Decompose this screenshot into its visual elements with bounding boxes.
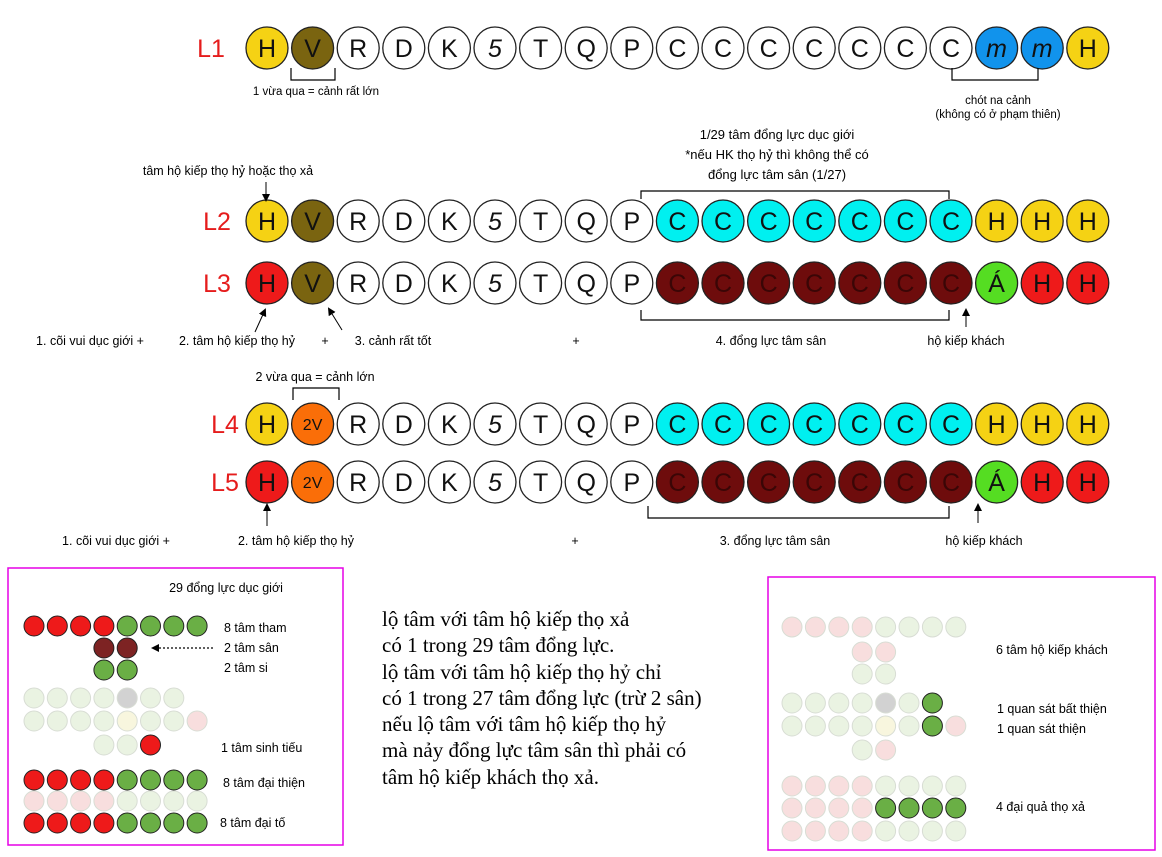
left-label-tham: 8 tâm tham (224, 621, 287, 635)
faint-circle (922, 617, 942, 637)
l1-vua-qua-bracket (291, 68, 335, 80)
l1-annotations (253, 68, 1061, 121)
process-circle-letter: T (532, 469, 549, 497)
process-circle-letter: C (759, 270, 778, 298)
faint-circle (829, 716, 849, 736)
l3-annotations (36, 309, 1005, 348)
faint-circle (876, 776, 896, 796)
l4-vua-qua-label: 2 vừa qua = cảnh lớn (255, 370, 375, 384)
dai-qua-circle (899, 798, 919, 818)
process-circle-letter: R (349, 270, 368, 298)
process-circle-letter: Q (576, 270, 596, 298)
process-circle-letter: V (304, 208, 321, 236)
quan-sat-thien-circle (922, 716, 942, 736)
faint-circle (852, 664, 872, 684)
dai-thien-circle (71, 770, 91, 790)
prose-line: lộ tâm với tâm hộ kiếp thọ hỷ chỉ (382, 659, 662, 684)
process-circle-letter: K (441, 411, 458, 439)
process-circle-letter: C (759, 411, 778, 439)
prose-line: mà nảy đổng lực tâm sân thì phải có (382, 738, 687, 763)
process-circle-letter: C (805, 270, 824, 298)
faint-circle (805, 617, 825, 637)
l5-ho-kiep-khach-label: hộ kiếp khách (945, 534, 1023, 548)
row-l5 (211, 461, 1109, 503)
faint-circle (946, 617, 966, 637)
faint-circle (852, 693, 872, 713)
right-label-quan-sat-bat-thien: 1 quan sát bất thiện (997, 702, 1107, 716)
explanation-text (382, 606, 762, 790)
faint-circle (141, 791, 161, 811)
process-circle-letter: K (441, 469, 458, 497)
process-circle-letter: C (941, 411, 961, 439)
process-circle-letter: C (896, 469, 915, 497)
process-circle-letter: C (850, 469, 869, 497)
process-circle-letter: Q (576, 35, 596, 63)
faint-circle (71, 688, 91, 708)
process-circle-letter: C (805, 208, 824, 236)
process-circle-letter: H (257, 469, 277, 497)
process-circle-letter: C (850, 411, 869, 439)
process-circle-letter: P (623, 35, 641, 63)
tham-circle (187, 616, 207, 636)
l3-plus-2: + (572, 334, 580, 348)
faint-circle (141, 711, 161, 731)
process-circle-letter: Q (576, 411, 596, 439)
faint-circle (805, 693, 825, 713)
l3-canh-rat-tot-label: 3. cảnh rất tốt (354, 334, 432, 348)
right-box-circles (782, 617, 966, 841)
faint-circle (876, 617, 896, 637)
process-circle-letter: K (441, 208, 458, 236)
process-circle-letter: C (713, 469, 733, 497)
process-circle-letter: C (668, 208, 687, 236)
l3-dong-luc-label: 4. đổng lực tâm sân (715, 334, 827, 348)
faint-circle (852, 716, 872, 736)
process-circle-letter: C (941, 469, 961, 497)
row-label: L5 (211, 469, 239, 497)
faint-circle (829, 693, 849, 713)
process-circle-letter: Á (988, 469, 1005, 497)
faint-circle (164, 791, 184, 811)
dai-to-circle (24, 813, 44, 833)
process-circle-letter: C (896, 208, 915, 236)
faint-circle (805, 776, 825, 796)
left-legend-box (8, 568, 343, 845)
si-circle (117, 660, 137, 680)
faint-circle (47, 688, 67, 708)
process-circle-letter: 5 (488, 35, 502, 63)
faint-circle (94, 735, 114, 755)
l5-plus: + (571, 534, 579, 548)
prose-line: lộ tâm với tâm hộ kiếp thọ xả (382, 607, 630, 631)
faint-circle (47, 711, 67, 731)
process-circle-letter: m (1031, 35, 1053, 63)
l3-canh-arrow (329, 309, 342, 330)
faint-circle (782, 776, 802, 796)
dai-to-circle (141, 813, 161, 833)
faint-circle (876, 821, 896, 841)
l5-coi-vui-label: 1. cõi vui dục giới + (62, 534, 170, 548)
process-circle-letter: H (257, 411, 277, 439)
faint-circle (782, 693, 802, 713)
tham-circle (24, 616, 44, 636)
faint-circle (876, 740, 896, 760)
faint-circle (852, 642, 872, 662)
tham-circle (141, 616, 161, 636)
row-label: L1 (197, 35, 225, 63)
faint-circle (852, 776, 872, 796)
faint-circle (117, 711, 137, 731)
process-circle-letter: R (349, 35, 368, 63)
process-circle-letter: H (1078, 35, 1097, 63)
process-circle-letter: D (394, 270, 413, 298)
right-label-dai-qua: 4 đại quả thọ xả (996, 800, 1085, 814)
l2-note-line-3: đổng lực tâm sân (1/27) (707, 167, 847, 182)
process-circle-letter: D (394, 411, 413, 439)
san-circle (94, 638, 114, 658)
row-label: L4 (211, 411, 239, 439)
l1-chot-na-canh-bracket (952, 68, 1038, 80)
process-circle-letter: R (349, 469, 368, 497)
faint-circle (829, 821, 849, 841)
dai-to-circle (164, 813, 184, 833)
process-circle-letter: 5 (488, 270, 502, 298)
l2-note-line-2: *nếu HK thọ hỷ thì không thể có (685, 147, 869, 162)
process-circle-letter: C (713, 270, 733, 298)
right-label-ho-kiep-khach: 6 tâm hộ kiếp khách (996, 643, 1108, 657)
faint-circle (24, 688, 44, 708)
process-circle-letter: C (713, 35, 733, 63)
faint-circle (829, 798, 849, 818)
process-circle-letter: H (1033, 270, 1052, 298)
process-circle-letter: C (759, 35, 778, 63)
faint-circle (782, 821, 802, 841)
l3-plus-1: + (321, 334, 329, 348)
faint-circle (922, 776, 942, 796)
dai-thien-circle (94, 770, 114, 790)
row-label: L2 (203, 208, 231, 236)
faint-circle (852, 740, 872, 760)
faint-circle (141, 688, 161, 708)
tham-circle (71, 616, 91, 636)
faint-circle (117, 791, 137, 811)
l2-dong-luc-bracket (641, 191, 949, 199)
process-circle-letter: C (668, 411, 687, 439)
faint-circle (24, 711, 44, 731)
process-circle-letter: P (623, 469, 641, 497)
process-circle-letter: V (304, 35, 321, 63)
process-circle-letter: H (1033, 469, 1052, 497)
faint-circle (899, 716, 919, 736)
process-circle-letter: C (850, 270, 869, 298)
dai-thien-circle (117, 770, 137, 790)
process-circle-letter: H (987, 208, 1006, 236)
process-circle-letter: 5 (488, 208, 502, 236)
left-label-dai-thien: 8 tâm đại thiện (223, 776, 305, 790)
process-circle-letter: C (896, 270, 915, 298)
dai-to-circle (47, 813, 67, 833)
faint-circle (164, 711, 184, 731)
faint-circle (852, 617, 872, 637)
tham-circle (117, 616, 137, 636)
prose-line: nếu lộ tâm với tâm hộ kiếp thọ hỷ (382, 712, 667, 737)
row-l1 (197, 27, 1109, 69)
l4-vua-qua-bracket (293, 388, 339, 400)
faint-circle (782, 716, 802, 736)
process-circle-letter: C (850, 208, 869, 236)
process-circle-letter: C (668, 35, 687, 63)
process-circle-letter: H (257, 208, 277, 236)
process-circle-letter: C (941, 35, 961, 63)
process-circle-letter: C (896, 35, 915, 63)
process-circle-letter: T (532, 35, 549, 63)
dai-qua-circle (922, 798, 942, 818)
process-circle-letter: C (668, 469, 687, 497)
faint-circle (946, 716, 966, 736)
process-circle-letter: K (441, 270, 458, 298)
san-circle (117, 638, 137, 658)
dai-thien-circle (141, 770, 161, 790)
l3-ho-kiep-arrow (255, 310, 265, 332)
process-circle-letter: D (394, 208, 413, 236)
faint-circle (187, 711, 207, 731)
l3-dong-luc-bracket (641, 310, 949, 320)
l5-annotations (62, 505, 1023, 548)
process-circle-letter: 2V (302, 417, 323, 434)
process-circle-letter: D (394, 35, 413, 63)
faint-circle (47, 791, 67, 811)
faint-circle (876, 716, 896, 736)
l5-dong-luc-label: 3. đổng lực tâm sân (719, 534, 831, 548)
tham-circle (94, 616, 114, 636)
process-circle-letter: Q (576, 469, 596, 497)
process-circle-letter: C (713, 208, 733, 236)
faint-circle (782, 617, 802, 637)
l3-ho-kiep-khach-label: hộ kiếp khách (927, 334, 1005, 348)
faint-circle (876, 664, 896, 684)
process-circle-letter: C (941, 208, 961, 236)
left-label-dai-to: 8 tâm đại tố (220, 816, 286, 830)
l3-coi-vui-label: 1. cõi vui dục giới + (36, 334, 144, 348)
process-circle-letter: H (1078, 270, 1097, 298)
process-circle-letter: C (668, 270, 687, 298)
dai-to-circle (94, 813, 114, 833)
faint-circle (946, 821, 966, 841)
process-circle-letter: K (441, 35, 458, 63)
process-circle-letter: C (896, 411, 915, 439)
faint-circle (899, 776, 919, 796)
faint-circle (852, 821, 872, 841)
faint-circle (805, 798, 825, 818)
faint-circle (164, 688, 184, 708)
process-circle-letter: m (986, 35, 1008, 63)
left-box-title: 29 đổng lực dục giới (169, 581, 283, 595)
process-circle-letter: R (349, 208, 368, 236)
dai-thien-circle (164, 770, 184, 790)
dai-to-circle (117, 813, 137, 833)
process-circle-letter: Q (576, 208, 596, 236)
row-l4 (211, 403, 1109, 445)
l2-tam-ho-kiep-label: tâm hộ kiếp thọ hỷ hoặc thọ xả (142, 164, 314, 178)
process-circle-letter: P (623, 208, 641, 236)
faint-circle (24, 791, 44, 811)
faint-circle (94, 711, 114, 731)
l3-tam-ho-kiep-label: 2. tâm hộ kiếp thọ hỷ (178, 334, 296, 348)
faint-circle (94, 791, 114, 811)
dai-to-circle (187, 813, 207, 833)
process-circle-letter: C (805, 35, 824, 63)
prose-line: có 1 trong 27 tâm đổng lực (trừ 2 sân) (382, 685, 702, 710)
row-l2 (203, 200, 1109, 242)
row-label: L3 (203, 270, 231, 298)
row-l3 (203, 262, 1109, 304)
faint-circle (922, 821, 942, 841)
left-label-san: 2 tâm sân (224, 641, 279, 655)
right-label-quan-sat-thien: 1 quan sát thiện (997, 722, 1086, 736)
process-circle-letter: H (1078, 411, 1097, 439)
l2-annotations (143, 127, 949, 200)
faint-circle (805, 821, 825, 841)
process-circle-letter: C (941, 270, 961, 298)
process-circle-letter: C (713, 411, 733, 439)
dai-thien-circle (24, 770, 44, 790)
l1-khong-co-label: (không có ở phạm thiên) (935, 109, 1061, 121)
process-circle-letter: H (1078, 208, 1097, 236)
process-circle-letter: P (623, 411, 641, 439)
process-circle-letter: T (532, 270, 549, 298)
process-circle-letter: C (759, 208, 778, 236)
process-circle-letter: T (532, 411, 549, 439)
process-circle-letter: 5 (488, 411, 502, 439)
dai-qua-circle (946, 798, 966, 818)
process-circle-letter: T (532, 208, 549, 236)
process-circle-letter: H (257, 270, 277, 298)
faint-circle (805, 716, 825, 736)
prose-line: tâm hộ kiếp khách thọ xả. (382, 764, 599, 789)
dai-thien-circle (187, 770, 207, 790)
sinh-tieu-circle (141, 735, 161, 755)
process-circle-letter: H (257, 35, 277, 63)
faint-circle (71, 791, 91, 811)
l4-annotations (255, 370, 374, 400)
process-circle-letter: C (805, 469, 824, 497)
l5-dong-luc-bracket (648, 506, 949, 518)
faint-circle (829, 617, 849, 637)
faint-circle (829, 776, 849, 796)
prose-line: có 1 trong 29 tâm đổng lực. (382, 633, 615, 658)
process-circle-letter: H (1078, 469, 1097, 497)
process-circle-letter: C (805, 411, 824, 439)
right-legend-box (768, 577, 1155, 850)
faint-circle (946, 776, 966, 796)
l1-vua-qua-label: 1 vừa qua = cảnh rất lớn (252, 86, 380, 98)
l5-tam-ho-kiep-label: 2. tâm hộ kiếp thọ hỷ (237, 534, 355, 548)
dai-qua-circle (876, 798, 896, 818)
process-circle-letter: C (850, 35, 869, 63)
faint-circle (899, 617, 919, 637)
tham-circle (47, 616, 67, 636)
dai-thien-circle (47, 770, 67, 790)
l1-chot-na-canh-label: chót na cảnh (965, 95, 1031, 107)
faint-circle (782, 798, 802, 818)
process-circle-letter: H (987, 411, 1006, 439)
process-circle-letter: P (623, 270, 641, 298)
process-circle-letter: 2V (302, 475, 323, 492)
faint-circle (876, 642, 896, 662)
process-circle-letter: R (349, 411, 368, 439)
faint-circle (71, 711, 91, 731)
dai-to-circle (71, 813, 91, 833)
faint-circle (117, 735, 137, 755)
process-circle-letter: D (394, 469, 413, 497)
process-circle-letter: 5 (488, 469, 502, 497)
faint-circle (94, 688, 114, 708)
process-circle-letter: H (1033, 208, 1052, 236)
si-circle (94, 660, 114, 680)
faint-circle (876, 693, 896, 713)
faint-circle (899, 693, 919, 713)
quan-sat-bat-thien-circle (922, 693, 942, 713)
faint-circle (899, 821, 919, 841)
process-circle-letter: Á (988, 270, 1005, 298)
process-circle-letter: H (1033, 411, 1052, 439)
faint-circle (117, 688, 137, 708)
l2-note-line-1: 1/29 tâm đổng lực dục giới (699, 127, 855, 142)
faint-circle (187, 791, 207, 811)
left-label-sinh-tieu: 1 tâm sinh tiếu (221, 741, 303, 755)
process-circle-letter: C (759, 469, 778, 497)
left-label-si: 2 tâm si (224, 661, 268, 675)
faint-circle (852, 798, 872, 818)
process-circle-letter: V (304, 270, 321, 298)
tham-circle (164, 616, 184, 636)
